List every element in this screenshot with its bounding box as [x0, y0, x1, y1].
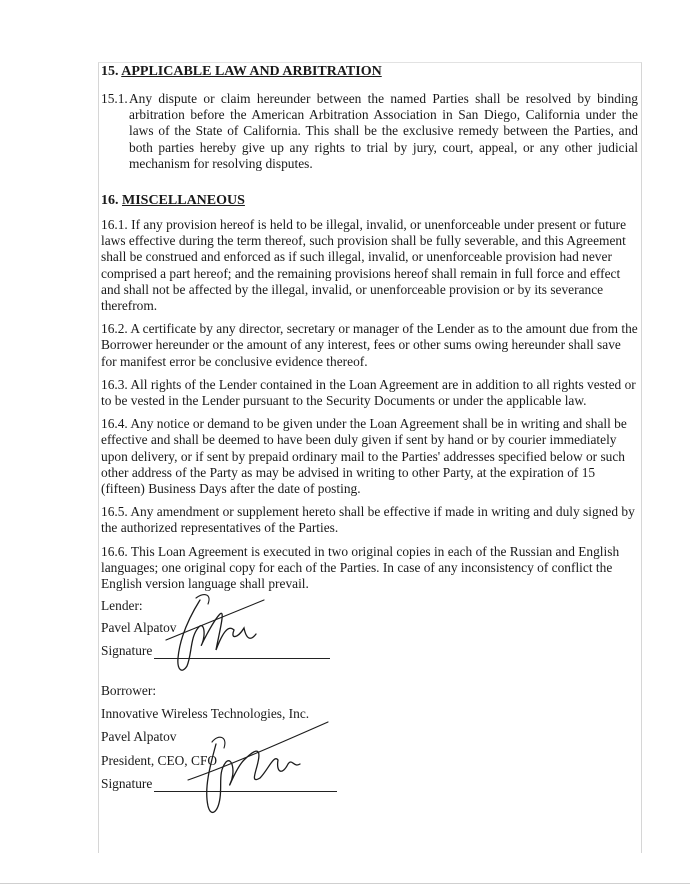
scan-bottom-rule	[0, 883, 690, 884]
section-16-heading	[101, 192, 638, 210]
lender-signature-label: Signature	[101, 642, 153, 658]
clause-15-1	[101, 91, 638, 172]
clause-16-3: 16.3. All rights of the Lender contained in the Loan Agreement are in addition to all rights vested or to be vested in the Lender pursuant to the Security Documents or under the applicable law.	[101, 376, 636, 409]
lender-block	[101, 598, 638, 659]
section-16-number: 16.	[101, 193, 119, 209]
section-15-heading	[101, 63, 638, 81]
lender-signature-line	[154, 646, 330, 659]
document-body	[101, 63, 638, 792]
clause-16-2: 16.2. A certificate by any director, secretary or manager of the Lender as to the amount due from the Borrower hereunder or the amount of any interest, fees or other sums owing hereunder shall save for manifest error be conclusive evidence thereof.	[101, 321, 638, 369]
borrower-label: Borrower:	[101, 682, 157, 698]
borrower-company: Innovative Wireless Technologies, Inc.	[101, 706, 310, 722]
lender-name: Pavel Alpatov	[101, 620, 177, 636]
borrower-title: President, CEO, CFO	[101, 752, 218, 768]
clause-16-1: 16.1. If any provision hereof is held to be illegal, invalid, or unenforceable under present or future laws effective during the term thereof, such provision shall be fully severable, and this Agreement shall be construed and enforced as if such illegal, invalid, or unenforceable provision had never comprised a part hereof; and the remaining provisions hereof shall remain in full force and effect and shall not be affected by the illegal, invalid, or unenforceable provision or by its severance therefrom.	[101, 217, 627, 314]
clause-16-6: 16.6. This Loan Agreement is executed in two original copies in each of the Russian and English languages; one original copy for each of the Parties. In case of any inconsistency of conflict the English version language shall prevail.	[101, 543, 620, 592]
section-15-title: APPLICABLE LAW AND ARBITRATION	[121, 64, 382, 79]
borrower-signature-row	[101, 776, 638, 792]
borrower-signature-line	[154, 779, 337, 792]
borrower-block	[101, 683, 638, 792]
section-15-number: 15.	[101, 64, 119, 79]
borrower-name: Pavel Alpatov	[101, 729, 177, 745]
lender-label: Lender:	[101, 598, 143, 614]
section-16-title: MISCELLANEOUS	[122, 193, 245, 209]
clause-16-5: 16.5. Any amendment or supplement hereto shall be effective if made in writing and duly signed by the authorized representatives of the Parties.	[101, 504, 635, 536]
clause-15-1-number: 15.1.	[101, 91, 128, 106]
borrower-signature-label: Signature	[101, 775, 153, 791]
clause-15-1-text: Any dispute or claim hereunder between the named Parties shall be resolved by binding arbitration before the American Arbitration Association in San Diego, California under the laws of the State of California. This shall be the exclusive remedy between the Parties, and both parties hereby give up any rights to trial by jury, court, appeal, or any other judicial mechanism for resolving disputes.	[129, 91, 638, 171]
lender-signature-row	[101, 643, 638, 659]
clause-16-4: 16.4. Any notice or demand to be given under the Loan Agreement shall be in writing and shall be effective and shall be deemed to have been duly given if sent by hand or by courier immediately upon delivery, or if sent by prepaid ordinary mail to the Parties' addresses specified below or such other address of the Party as may be advised in writing to other Party, at the expiration of 15 (fifteen) Business Days after the date of posting.	[101, 416, 627, 497]
